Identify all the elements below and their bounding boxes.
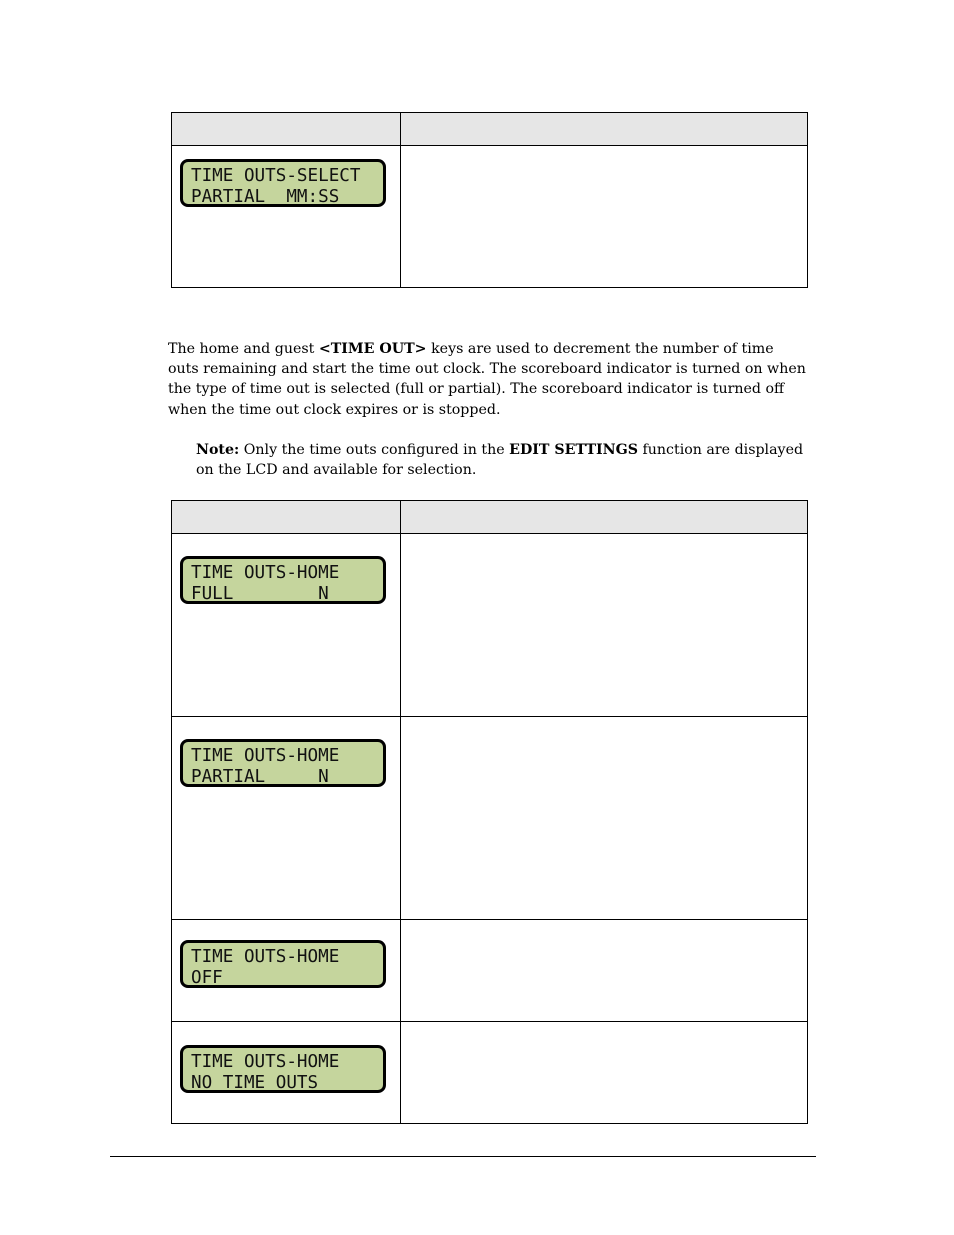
lcd-cell [172,1022,401,1124]
lcd-line: TIME OUTS-HOME [191,746,340,766]
time-out-key-label: <TIME OUT> [318,341,427,357]
time-outs-select-table [171,112,808,288]
description-cell [401,146,808,288]
lcd-display [180,159,386,207]
lcd-cell [172,534,401,717]
table-row [172,717,808,920]
table-row [172,920,808,1022]
note-text: function are displayed on the LCD and available for selection. [196,442,804,479]
description-cell [401,717,808,920]
lcd-cell [172,920,401,1022]
footer-divider [110,1156,816,1157]
body-paragraph [168,339,808,420]
table-header-cell [172,113,401,146]
lcd-line: PARTIAL MM:SS [191,187,340,207]
lcd-display [180,739,386,787]
table-row [172,146,808,288]
lcd-line: TIME OUTS-HOME [191,947,340,967]
table-header-row [172,501,808,534]
note-label: Note: [196,442,240,458]
description-cell [401,534,808,717]
lcd-display [180,940,386,988]
table-row [172,1022,808,1124]
lcd-line: TIME OUTS-HOME [191,1052,340,1072]
lcd-cell [172,146,401,288]
description-cell [401,920,808,1022]
lcd-cell [172,717,401,920]
table-header-row [172,113,808,146]
edit-settings-label: EDIT SETTINGS [509,442,639,458]
body-text: The home and guest [168,341,319,357]
description-cell [401,1022,808,1124]
table-row [172,534,808,717]
lcd-display [180,1045,386,1093]
lcd-line: PARTIAL N [191,767,329,787]
table-header-cell [401,501,808,534]
table-header-cell [401,113,808,146]
lcd-line: NO TIME OUTS [191,1073,319,1093]
lcd-display [180,556,386,604]
table-header-cell [172,501,401,534]
note-paragraph [196,440,808,480]
note-text: Only the time outs configured in the [239,442,510,458]
body-text: keys are used to decrement the number of time outs remaining and start the time out clock. The scoreboard indicator is turned on when the type of time out is selected (full or partial). The scoreboard indicator is turned off when the time out clock expires or is stopped. [168,341,806,418]
lcd-line: FULL N [191,584,329,604]
lcd-line: TIME OUTS-HOME [191,563,340,583]
time-outs-home-table [171,500,808,1124]
lcd-line: OFF [191,968,223,988]
lcd-line: TIME OUTS-SELECT [191,166,361,186]
